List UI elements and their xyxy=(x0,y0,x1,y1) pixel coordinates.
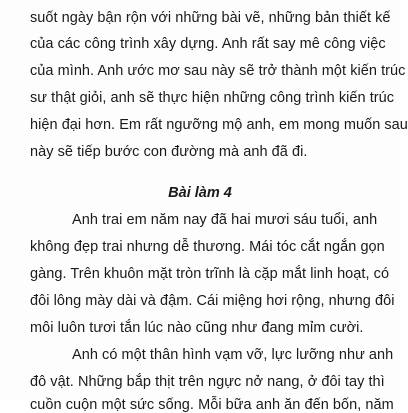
paragraph-2-line-4: đôi lông mày dài và đậm. Cái miệng hơi rộng, nhưng đôi xyxy=(30,293,395,309)
paragraph-1-line-4: sư thật giỏi, anh sẽ thực hiện những công trình kiến trúc xyxy=(30,90,395,106)
paragraph-3-line-2: đô vật. Những bắp thịt trên ngực nở nang, ở đôi tay thì xyxy=(30,374,385,390)
paragraph-2-line-2: không đẹp trai nhưng dễ thương. Mái tóc cắt ngắn gọn xyxy=(30,239,385,255)
paragraph-1-line-3: của mình. Anh ước mơ sau này sẽ trở thành một kiến trúc xyxy=(30,63,406,79)
paragraph-1-line-2: của các công trình xây dựng. Anh rất say mê công việc xyxy=(30,36,386,52)
paragraph-2-line-1: Anh trai em năm nay đã hai mươi sáu tuổi, anh xyxy=(72,212,378,228)
paragraph-1-line-1: suốt ngày bận rộn với những bài vẽ, những bản thiết kế xyxy=(30,10,391,26)
paragraph-1-line-6: này sẽ tiếp bước con đường mà anh đã đi. xyxy=(30,144,308,160)
section-heading: Bài làm 4 xyxy=(168,185,232,201)
paragraph-3-line-3: cuồn cuộn một sức sống. Mỗi bữa anh ăn đến bốn, năm xyxy=(30,397,394,413)
paragraph-2-line-3: gàng. Trên khuôn mặt tròn trĩnh là cặp mắt linh hoạt, có xyxy=(30,266,390,282)
paragraph-1-line-5: hiện đại hơn. Em rất ngưỡng mộ anh, em mong muốn sau xyxy=(30,117,408,133)
paragraph-3-line-1: Anh có một thân hình vạm vỡ, lực lưỡng như anh xyxy=(72,347,394,363)
paragraph-2-line-5: môi luôn tươi tắn lúc nào cũng như đang mỉm cười. xyxy=(30,320,364,336)
